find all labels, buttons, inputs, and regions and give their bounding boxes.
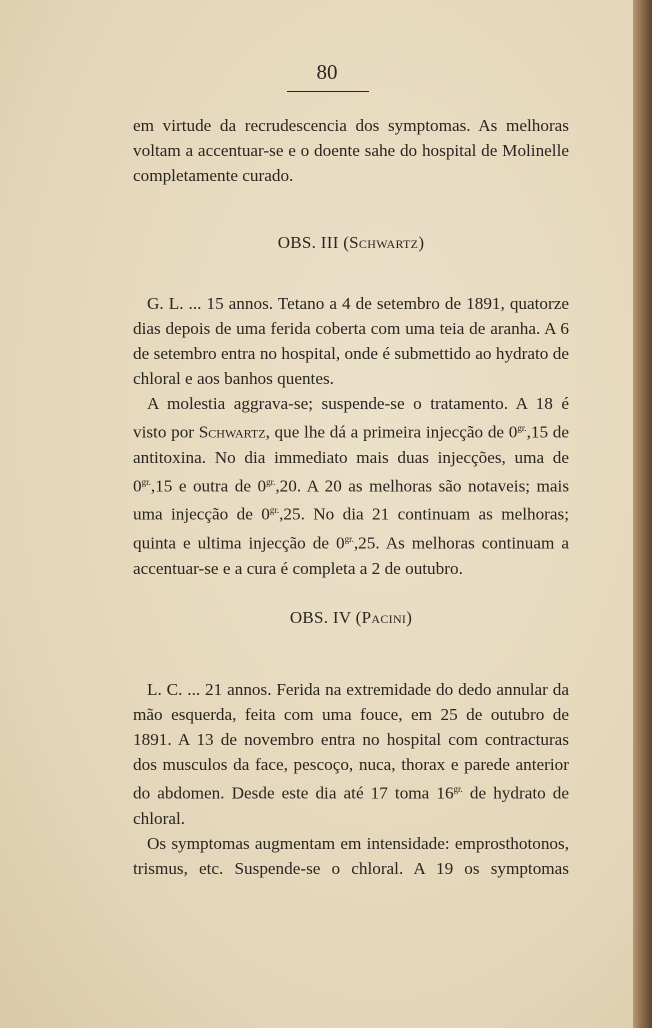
obs4-body	[133, 677, 569, 881]
obs4-paragraph-2: Os symptomas augmentam em intensidade: emprosthotonos, trismus, etc. Suspende-se o chloral. A 19 os symptomas	[133, 833, 569, 878]
obs4-heading-prefix: OBS. IV (	[289, 608, 362, 627]
author-name: Schwartz	[198, 422, 266, 442]
page-number-rule	[287, 91, 369, 92]
obs3-heading-prefix: OBS. III (	[277, 233, 350, 252]
paragraph-continued	[133, 113, 569, 188]
page-number: 80	[316, 60, 338, 84]
obs3-paragraph-1: G. L. ... 15 annos. Tetano a 4 de setembro de 1891, quatorze dias depois de uma ferida coberta com uma teia de aranha. A 6 de setembro entra no hospital, onde é submettido ao hydrato de chloral e aos banhos quentes.	[133, 294, 569, 388]
book-edge	[633, 0, 652, 1028]
obs4-heading-suffix: )	[406, 608, 413, 627]
obs4-heading-name: Pacini	[361, 608, 407, 627]
paragraph-top: em virtude da recrudescencia dos symptomas. As melhoras voltam a accentuar-se e o doente sahe do hospital de Molinelle completamente curado.	[133, 116, 569, 185]
obs3-paragraph-2: A molestia aggrava-se; suspende-se o tratamento. A 18 é visto por Schwartz, que lhe dá a primeira injecção de $0^{gr.},15$ de antitoxina. No dia immediato mais duas injecções, uma de $0^{gr.},15$ e outra de $0^{gr.},20$. A 20 as melhoras são notaveis; mais uma injecção de $0^{gr.},25$. No dia 21 continuam as melhoras; quinta e ultima injecção de $0^{gr.},25$. As melhoras continuam a accentuar-se e a cura é completa a 2 de outubro.	[133, 394, 570, 578]
obs4-heading	[133, 608, 569, 628]
obs3-heading-suffix: )	[418, 233, 425, 252]
obs4-paragraph-1: L. C. ... 21 annos. Ferida na extremidade do dedo annular da mão esquerda, feita com uma fouce, em 25 de outubro de 1891. A 13 de novembro entra no hospital com contracturas dos musculos da face, pescoço, nuca, thorax e parede anterior do abdomen. Desde este dia até 17 toma $16^{gr.}$ de hydrato de chloral.	[133, 680, 569, 828]
obs3-body	[133, 291, 569, 581]
obs3-heading	[133, 233, 569, 253]
obs3-heading-name: Schwartz	[349, 233, 419, 252]
